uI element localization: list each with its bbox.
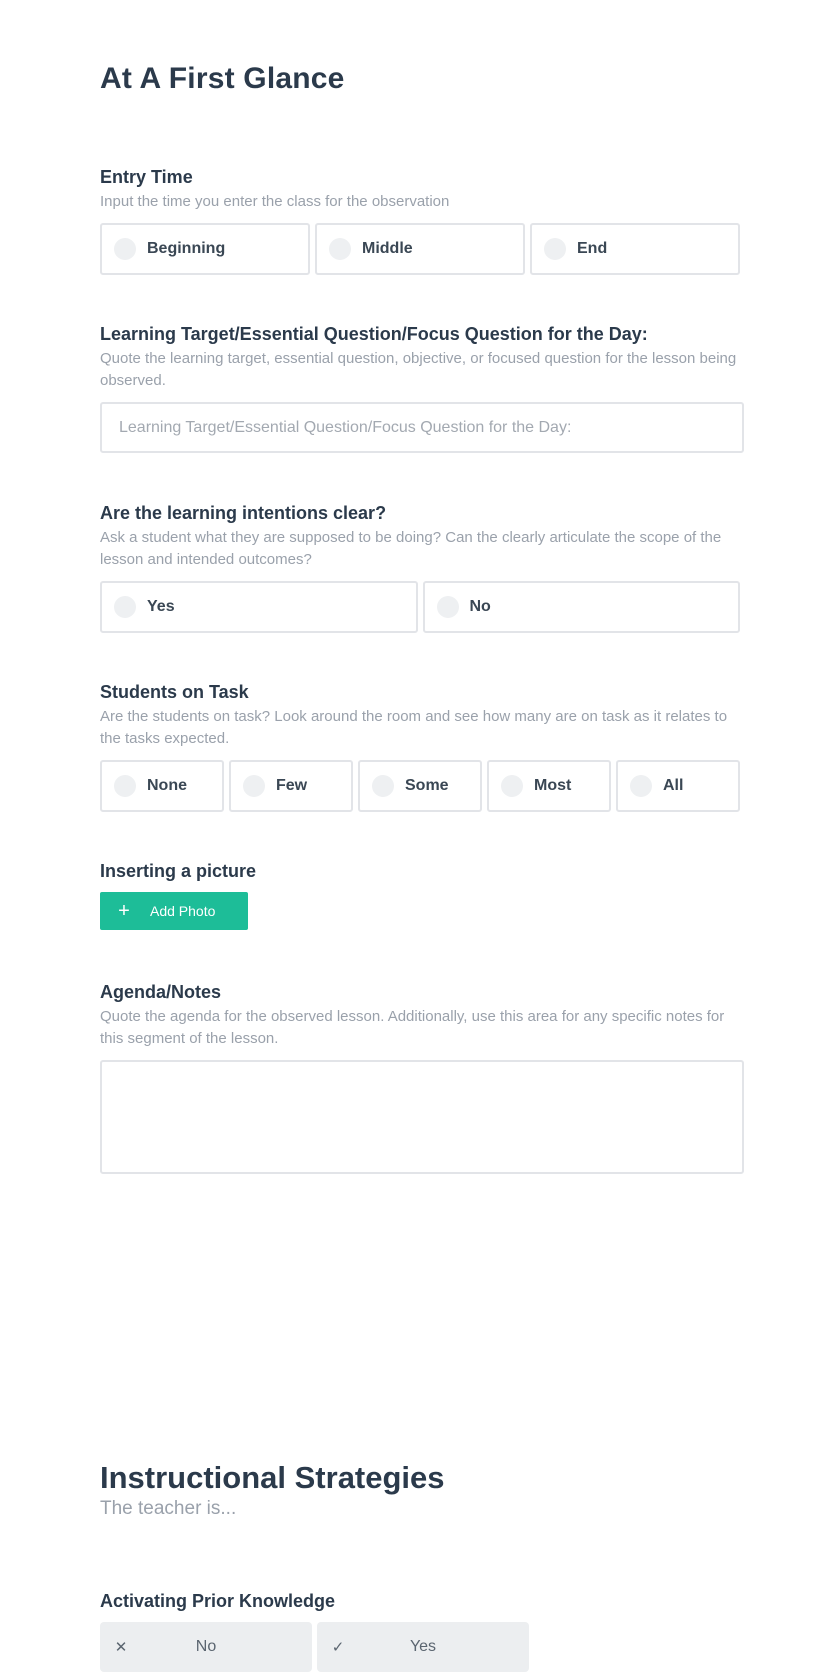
add-photo-button[interactable] — [100, 892, 248, 930]
intentions-clear-option-no[interactable] — [423, 581, 741, 633]
radio-circle-icon — [437, 596, 459, 618]
agenda-notes-field — [100, 981, 744, 1179]
entry-time-option-end[interactable] — [530, 223, 740, 275]
students-on-task-option-none[interactable] — [100, 760, 224, 812]
students-on-task-label: Students on Task — [100, 682, 249, 702]
learning-target-field — [100, 323, 744, 453]
radio-circle-icon — [544, 238, 566, 260]
activating-prior-knowledge-label: Activating Prior Knowledge — [100, 1591, 336, 1611]
section-title: Instructional Strategies — [100, 1460, 445, 1495]
intentions-clear-options — [100, 581, 740, 633]
students-on-task-option-most[interactable] — [487, 760, 611, 812]
agenda-notes-help: Quote the agenda for the observed lesson. Additionally, use this area for any specific notes for this segment of the lesson. — [100, 1008, 725, 1047]
option-label: End — [577, 240, 608, 257]
agenda-notes-label: Agenda/Notes — [100, 982, 222, 1002]
entry-time-field — [100, 166, 744, 275]
students-on-task-options — [100, 760, 740, 812]
page-title: At A First Glance — [100, 62, 345, 95]
radio-circle-icon — [372, 775, 394, 797]
picture-label: Inserting a picture — [100, 861, 257, 881]
option-label: Beginning — [147, 240, 226, 257]
learning-target-input[interactable] — [100, 402, 744, 453]
option-label: Most — [534, 777, 572, 794]
option-label: Few — [276, 777, 308, 794]
option-label: No — [469, 598, 491, 615]
entry-time-option-middle[interactable] — [315, 223, 525, 275]
radio-circle-icon — [114, 596, 136, 618]
section-subtitle: The teacher is... — [100, 1498, 237, 1519]
students-on-task-option-some[interactable] — [358, 760, 482, 812]
entry-time-options — [100, 223, 740, 275]
students-on-task-option-few[interactable] — [229, 760, 353, 812]
toggle-no[interactable] — [100, 1622, 312, 1672]
plus-icon: + — [118, 900, 130, 922]
entry-time-option-beginning[interactable] — [100, 223, 310, 275]
agenda-notes-textarea[interactable] — [100, 1060, 744, 1174]
radio-circle-icon — [114, 775, 136, 797]
intentions-clear-help: Ask a student what they are supposed to be doing? Can the clearly articulate the scope of the lesson and intended outcomes? — [100, 529, 722, 568]
check-icon: ✓ — [331, 1639, 345, 1656]
picture-field — [100, 860, 744, 930]
radio-circle-icon — [630, 775, 652, 797]
option-label: Yes — [147, 598, 175, 615]
intentions-clear-field — [100, 502, 744, 633]
option-label: Some — [405, 777, 449, 794]
students-on-task-field — [100, 681, 744, 812]
learning-target-label: Learning Target/Essential Question/Focus Question for the Day: — [100, 324, 648, 344]
radio-circle-icon — [501, 775, 523, 797]
option-label: None — [147, 777, 187, 794]
toggle-label: Yes — [409, 1638, 437, 1655]
option-label: Middle — [362, 240, 413, 257]
activating-prior-knowledge-field — [100, 1590, 744, 1672]
students-on-task-help: Are the students on task? Look around the room and see how many are on task as it relates to the tasks expected. — [100, 708, 728, 747]
toggle-label: No — [195, 1638, 217, 1655]
students-on-task-option-all[interactable] — [616, 760, 740, 812]
intentions-clear-label: Are the learning intentions clear? — [100, 503, 387, 523]
toggle-yes[interactable] — [317, 1622, 529, 1672]
intentions-clear-option-yes[interactable] — [100, 581, 418, 633]
entry-time-help: Input the time you enter the class for the observation — [100, 193, 450, 210]
entry-time-label: Entry Time — [100, 167, 193, 187]
option-label: All — [663, 777, 684, 794]
activating-prior-knowledge-options — [100, 1622, 744, 1672]
radio-circle-icon — [114, 238, 136, 260]
radio-circle-icon — [243, 775, 265, 797]
learning-target-help: Quote the learning target, essential question, objective, or focused question for the lesson being observed. — [100, 350, 737, 389]
add-photo-label: Add Photo — [150, 903, 216, 919]
close-icon: ✕ — [114, 1639, 128, 1656]
radio-circle-icon — [329, 238, 351, 260]
